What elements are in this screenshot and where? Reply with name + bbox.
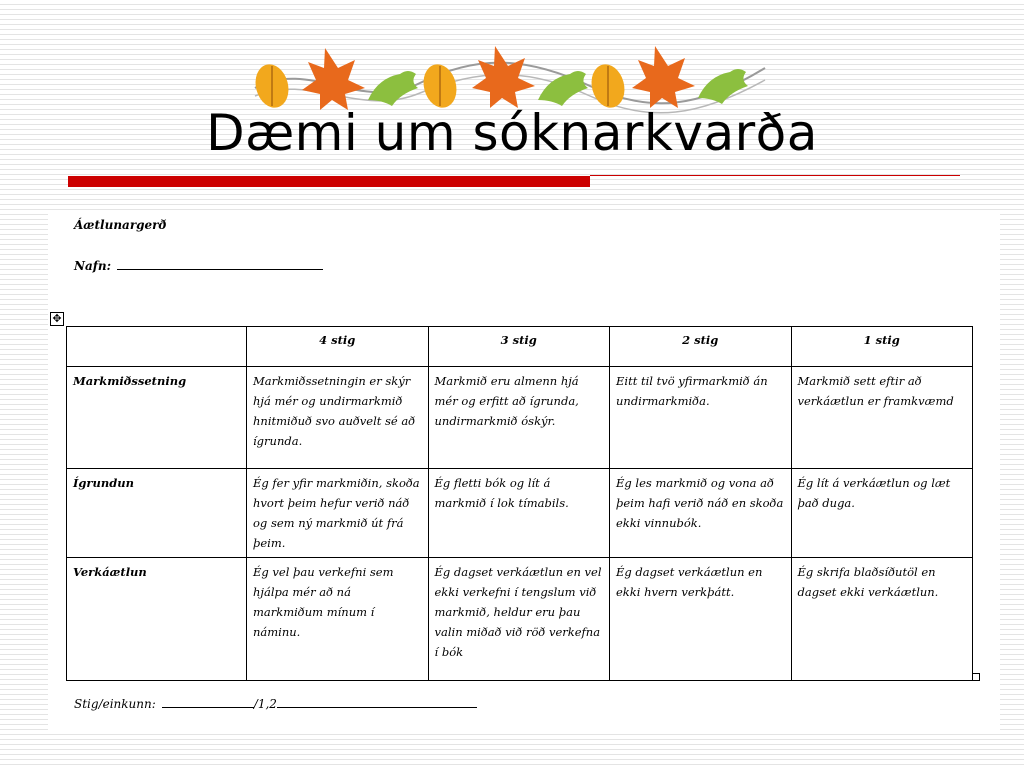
table-cell: Ég fletti bók og lít á markmið í lok tímabils.: [428, 469, 610, 558]
table-cell: Ég skrifa blaðsíðutöl en dagset ekki verkáætlun.: [791, 558, 973, 681]
score-separator: /1,2: [253, 697, 277, 711]
header-cell: 4 stig: [247, 327, 429, 367]
row-label: Markmiðssetning: [67, 367, 247, 469]
table-cell: Ég les markmið og vona að þeim hafi verið náð en skoða ekki vinnubók.: [610, 469, 792, 558]
rubric-document: [48, 210, 1000, 730]
title-rule: [68, 176, 590, 187]
score-row: [74, 696, 477, 711]
rubric-table: [66, 326, 973, 681]
header-cell: 3 stig: [428, 327, 610, 367]
table-cell: Ég dagset verkáætlun en ekki hvern verkþátt.: [610, 558, 792, 681]
name-label: Nafn:: [74, 259, 112, 273]
table-cell: Ég fer yfir markmiðin, skoða hvort þeim hefur verið náð og sem ný markmið út frá þeim.: [247, 469, 429, 558]
score-blank-line[interactable]: [162, 696, 254, 708]
orange-maple-leaf-icon: [632, 46, 695, 108]
table-cell: Ég lít á verkáætlun og læt það duga.: [791, 469, 973, 558]
table-cell: Markmið sett eftir að verkáætlun er framkvæmd: [791, 367, 973, 469]
row-label: Ígrundun: [67, 469, 247, 558]
document-heading: Áætlunargerð: [74, 218, 167, 232]
table-row: [67, 469, 973, 558]
header-cell: [67, 327, 247, 367]
orange-maple-leaf-icon: [302, 48, 365, 110]
table-cell: Markmiðssetningin er skýr hjá mér og undirmarkmið hnitmiðuð svo auðvelt sé að ígrunda.: [247, 367, 429, 469]
table-move-handle-icon[interactable]: ✥: [50, 312, 64, 326]
orange-maple-leaf-icon: [472, 46, 535, 108]
title-rule-thin: [590, 175, 960, 176]
table-cell: Markmið eru almenn hjá mér og erfitt að ígrunda, undirmarkmið óskýr.: [428, 367, 610, 469]
table-cell: Eitt til tvö yfirmarkmið án undirmarkmiða.: [610, 367, 792, 469]
green-holly-leaf-icon: [538, 71, 588, 106]
name-blank-line[interactable]: [117, 258, 323, 270]
green-holly-leaf-icon: [698, 69, 748, 104]
row-label: Verkáætlun: [67, 558, 247, 681]
name-row: [74, 258, 323, 273]
header-cell: 1 stig: [791, 327, 973, 367]
table-cell: Ég vel þau verkefni sem hjálpa mér að ná markmiðum mínum í náminu.: [247, 558, 429, 681]
table-cell: Ég dagset verkáætlun en vel ekki verkefni í tengslum við markmið, heldur eru þau valin miðað við röð verkefna í bók: [428, 558, 610, 681]
table-header-row: [67, 327, 973, 367]
table-row: [67, 558, 973, 681]
table-row: [67, 367, 973, 469]
table-resize-handle[interactable]: [972, 673, 980, 681]
slide-title: Dæmi um sóknarkvarða: [206, 104, 818, 162]
header-cell: 2 stig: [610, 327, 792, 367]
grade-blank-line[interactable]: [277, 696, 477, 708]
score-label: Stig/einkunn:: [74, 697, 156, 711]
